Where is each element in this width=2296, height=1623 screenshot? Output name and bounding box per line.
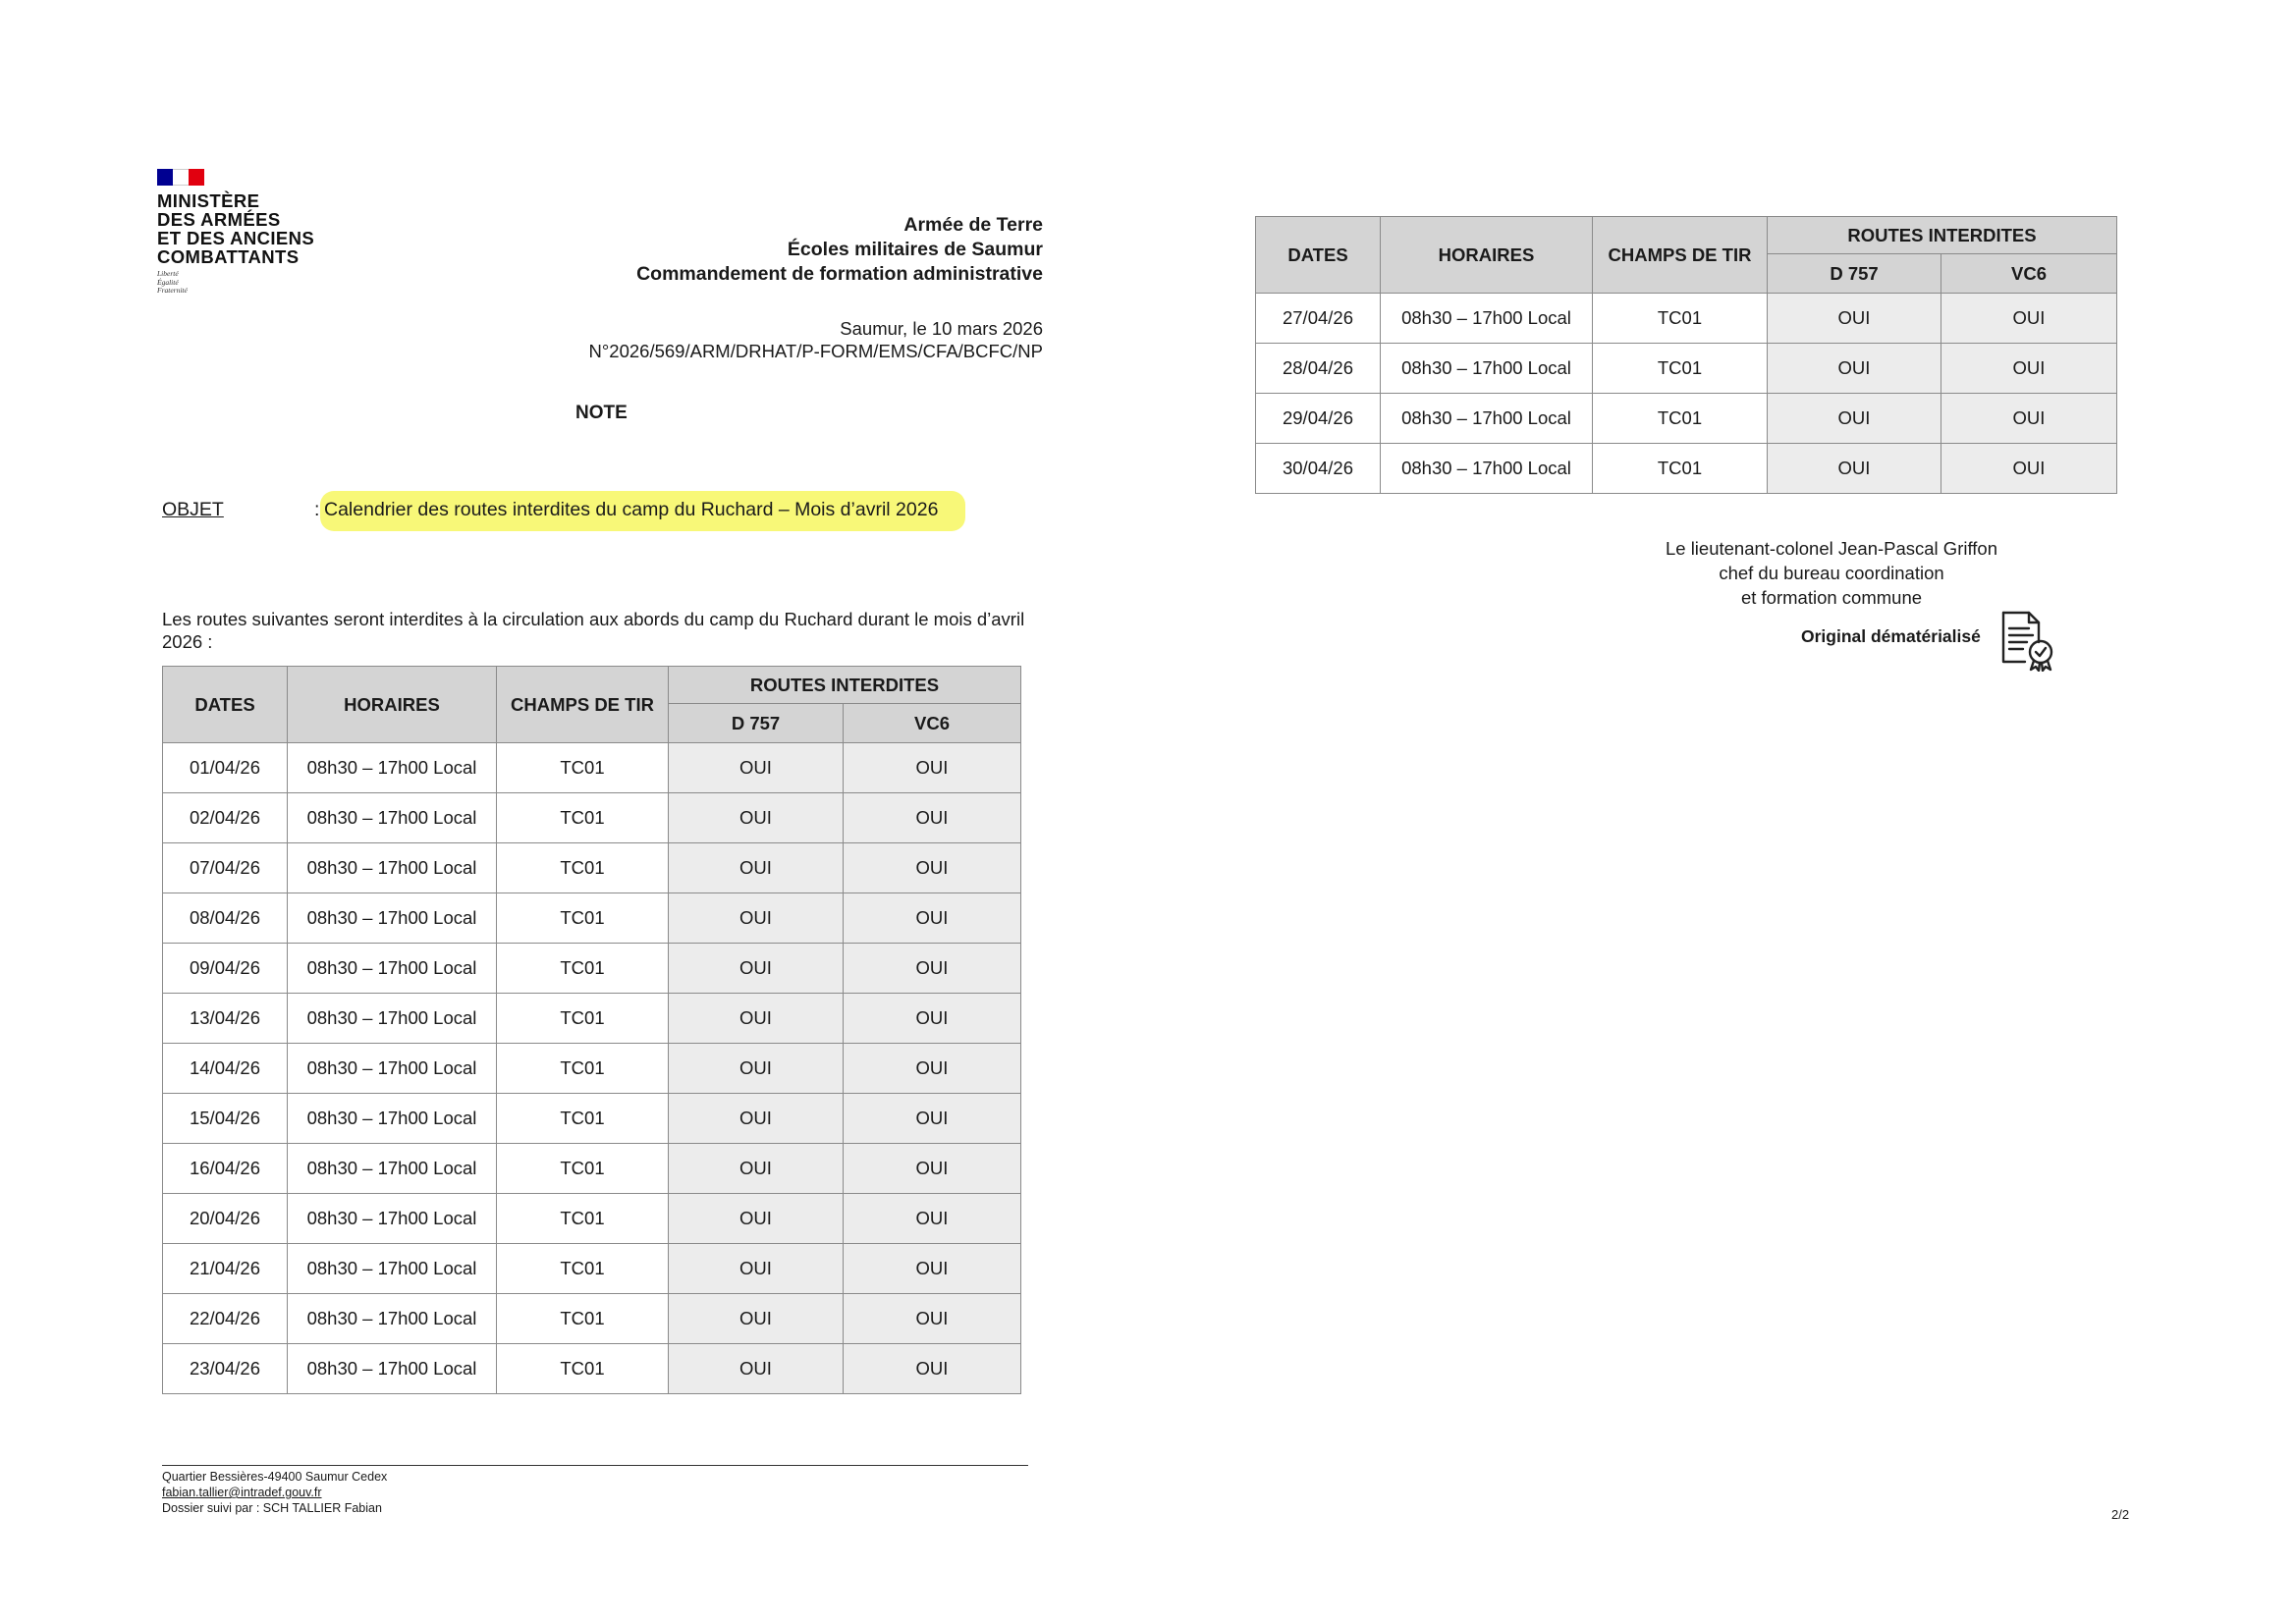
cell-horaire: 08h30 – 17h00 Local: [288, 1094, 497, 1144]
certified-document-icon: [1999, 609, 2056, 672]
table-row: [163, 1044, 1021, 1094]
cell-vc6: OUI: [844, 843, 1021, 893]
table-row: [163, 944, 1021, 994]
objet-separator: :: [314, 499, 320, 520]
tricolor-flag-icon: [157, 169, 204, 186]
cell-champ: TC01: [497, 793, 669, 843]
cell-horaire: 08h30 – 17h00 Local: [1381, 394, 1593, 444]
objet-text: Calendrier des routes interdites du camp du Ruchard – Mois d’avril 2026: [320, 491, 965, 531]
page-number: 2/2: [2111, 1507, 2130, 1522]
ministry-name: MINISTÈRE DES ARMÉES ET DES ANCIENS COMBATTANTS: [157, 190, 315, 267]
cell-horaire: 08h30 – 17h00 Local: [288, 743, 497, 793]
cell-champ: TC01: [1593, 394, 1768, 444]
cell-vc6: OUI: [1941, 294, 2117, 344]
table-row: [1256, 394, 2117, 444]
cell-d757: OUI: [1768, 344, 1941, 394]
header-horaires: HORAIRES: [288, 667, 497, 743]
cell-d757: OUI: [669, 994, 844, 1044]
footer: [162, 1469, 387, 1516]
cell-vc6: OUI: [844, 743, 1021, 793]
cell-d757: OUI: [1768, 444, 1941, 494]
header-routes: ROUTES INTERDITES: [1768, 217, 2117, 254]
signature-block: [1611, 536, 2052, 610]
cell-d757: OUI: [1768, 294, 1941, 344]
table-row: [163, 1344, 1021, 1394]
reference-number: N°2026/569/ARM/DRHAT/P-FORM/EMS/CFA/BCFC/NP: [588, 341, 1043, 361]
table-row: [163, 893, 1021, 944]
cell-d757: OUI: [669, 1344, 844, 1394]
cell-date: 08/04/26: [163, 893, 288, 944]
cell-vc6: OUI: [844, 893, 1021, 944]
cell-date: 02/04/26: [163, 793, 288, 843]
cell-vc6: OUI: [844, 1194, 1021, 1244]
cell-champ: TC01: [497, 843, 669, 893]
cell-vc6: OUI: [844, 1294, 1021, 1344]
cell-date: 29/04/26: [1256, 394, 1381, 444]
cell-d757: OUI: [669, 843, 844, 893]
table-row: [163, 743, 1021, 793]
cell-champ: TC01: [497, 1044, 669, 1094]
footer-followed-by: Dossier suivi par : SCH TALLIER Fabian: [162, 1501, 382, 1515]
ministry-logo: [157, 169, 373, 296]
cell-date: 20/04/26: [163, 1194, 288, 1244]
cell-date: 22/04/26: [163, 1294, 288, 1344]
footer-email-link[interactable]: fabian.tallier@intradef.gouv.fr: [162, 1486, 322, 1499]
cell-champ: TC01: [497, 994, 669, 1044]
table-row: [163, 994, 1021, 1044]
cell-champ: TC01: [1593, 444, 1768, 494]
cell-vc6: OUI: [1941, 444, 2117, 494]
cell-horaire: 08h30 – 17h00 Local: [288, 1194, 497, 1244]
cell-champ: TC01: [497, 944, 669, 994]
cell-champ: TC01: [497, 743, 669, 793]
cell-vc6: OUI: [844, 1044, 1021, 1094]
signatory-title: chef du bureau coordination: [1719, 563, 1944, 583]
header-routes: ROUTES INTERDITES: [669, 667, 1021, 704]
cell-horaire: 08h30 – 17h00 Local: [288, 893, 497, 944]
cell-champ: TC01: [497, 1094, 669, 1144]
cell-d757: OUI: [669, 1044, 844, 1094]
cell-horaire: 08h30 – 17h00 Local: [1381, 294, 1593, 344]
footer-divider: [162, 1465, 1028, 1466]
cell-date: 15/04/26: [163, 1094, 288, 1144]
cell-champ: TC01: [497, 1294, 669, 1344]
cell-horaire: 08h30 – 17h00 Local: [288, 944, 497, 994]
cell-champ: TC01: [497, 1194, 669, 1244]
schedule-table-left: [162, 666, 1021, 1394]
header-dates: DATES: [1256, 217, 1381, 294]
place-date: Saumur, le 10 mars 2026: [840, 318, 1043, 339]
header-vc6: VC6: [1941, 254, 2117, 294]
cell-date: 14/04/26: [163, 1044, 288, 1094]
cell-champ: TC01: [1593, 294, 1768, 344]
header-d757: D 757: [669, 704, 844, 743]
document-type: NOTE: [575, 403, 628, 423]
cell-horaire: 08h30 – 17h00 Local: [288, 1244, 497, 1294]
cell-vc6: OUI: [844, 1244, 1021, 1294]
cell-champ: TC01: [497, 893, 669, 944]
org-line: Armée de Terre: [903, 214, 1043, 236]
signatory-name: Le lieutenant-colonel Jean-Pascal Griffon: [1665, 538, 1997, 559]
cell-date: 01/04/26: [163, 743, 288, 793]
cell-date: 23/04/26: [163, 1344, 288, 1394]
cell-date: 16/04/26: [163, 1144, 288, 1194]
cell-champ: TC01: [497, 1144, 669, 1194]
cell-vc6: OUI: [1941, 394, 2117, 444]
table-row: [1256, 294, 2117, 344]
cell-date: 30/04/26: [1256, 444, 1381, 494]
cell-vc6: OUI: [844, 1094, 1021, 1144]
cell-d757: OUI: [669, 1094, 844, 1144]
table-row: [1256, 344, 2117, 394]
cell-vc6: OUI: [844, 944, 1021, 994]
cell-champ: TC01: [497, 1244, 669, 1294]
schedule-table-right: [1255, 216, 2117, 494]
table-row: [1256, 444, 2117, 494]
cell-d757: OUI: [669, 1144, 844, 1194]
cell-date: 21/04/26: [163, 1244, 288, 1294]
cell-d757: OUI: [669, 893, 844, 944]
table-row: [163, 1294, 1021, 1344]
cell-horaire: 08h30 – 17h00 Local: [288, 793, 497, 843]
table-row: [163, 1244, 1021, 1294]
cell-horaire: 08h30 – 17h00 Local: [1381, 444, 1593, 494]
cell-horaire: 08h30 – 17h00 Local: [288, 1344, 497, 1394]
cell-d757: OUI: [669, 1294, 844, 1344]
table-row: [163, 1094, 1021, 1144]
header-horaires: HORAIRES: [1381, 217, 1593, 294]
cell-vc6: OUI: [844, 994, 1021, 1044]
cell-date: 07/04/26: [163, 843, 288, 893]
dematerialized-stamp: Original dématérialisé: [1801, 626, 1981, 646]
cell-d757: OUI: [669, 1244, 844, 1294]
header-vc6: VC6: [844, 704, 1021, 743]
cell-d757: OUI: [669, 793, 844, 843]
cell-d757: OUI: [669, 743, 844, 793]
signatory-title: et formation commune: [1740, 587, 1923, 608]
cell-horaire: 08h30 – 17h00 Local: [288, 843, 497, 893]
table-row: [163, 793, 1021, 843]
cell-d757: OUI: [1768, 394, 1941, 444]
footer-address: Quartier Bessières-49400 Saumur Cedex: [162, 1470, 388, 1484]
cell-horaire: 08h30 – 17h00 Local: [1381, 344, 1593, 394]
cell-date: 09/04/26: [163, 944, 288, 994]
cell-d757: OUI: [669, 944, 844, 994]
republic-motto: Liberté Égalité Fraternité: [157, 269, 188, 295]
header-dates: DATES: [163, 667, 288, 743]
cell-vc6: OUI: [844, 793, 1021, 843]
cell-date: 28/04/26: [1256, 344, 1381, 394]
organization-header: [636, 213, 1043, 287]
cell-champ: TC01: [497, 1344, 669, 1394]
place-and-reference: [589, 317, 1043, 362]
org-line: Commandement de formation administrative: [636, 263, 1043, 285]
table-row: [163, 843, 1021, 893]
cell-horaire: 08h30 – 17h00 Local: [288, 994, 497, 1044]
header-champs: CHAMPS DE TIR: [1593, 217, 1768, 294]
cell-vc6: OUI: [844, 1344, 1021, 1394]
table-row: [163, 1194, 1021, 1244]
header-d757: D 757: [1768, 254, 1941, 294]
cell-horaire: 08h30 – 17h00 Local: [288, 1044, 497, 1094]
cell-date: 27/04/26: [1256, 294, 1381, 344]
cell-d757: OUI: [669, 1194, 844, 1244]
cell-champ: TC01: [1593, 344, 1768, 394]
header-champs: CHAMPS DE TIR: [497, 667, 669, 743]
table-row: [163, 1144, 1021, 1194]
objet-label: OBJET: [162, 499, 224, 520]
cell-date: 13/04/26: [163, 994, 288, 1044]
org-line: Écoles militaires de Saumur: [787, 239, 1043, 260]
cell-horaire: 08h30 – 17h00 Local: [288, 1144, 497, 1194]
cell-vc6: OUI: [1941, 344, 2117, 394]
cell-horaire: 08h30 – 17h00 Local: [288, 1294, 497, 1344]
intro-paragraph: Les routes suivantes seront interdites à la circulation aux abords du camp du Ruchard durant le mois d’avril 2026 :: [162, 609, 1025, 652]
cell-vc6: OUI: [844, 1144, 1021, 1194]
